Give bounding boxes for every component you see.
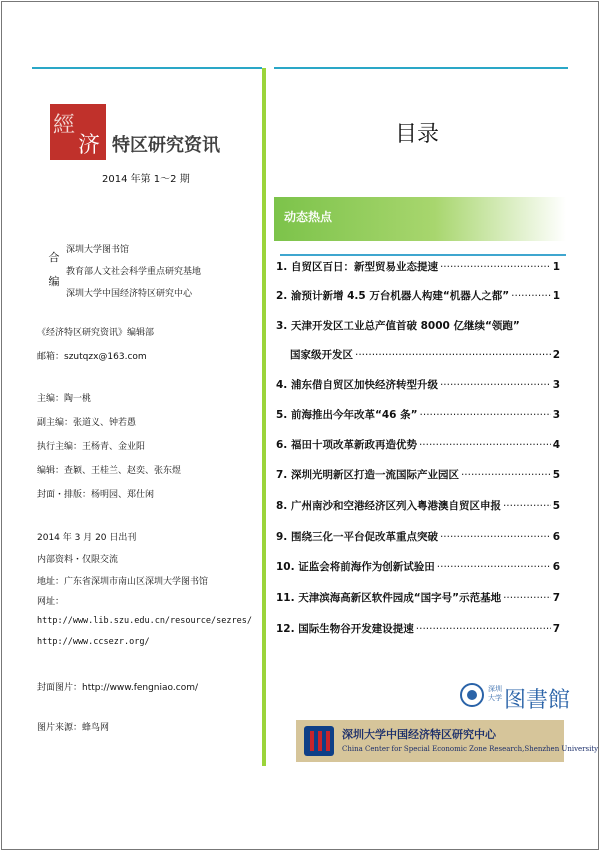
org-2: 教育部人文社会科学重点研究基地 — [66, 267, 202, 277]
cover-image-credit: 封面图片：http://www.fengniao.com/ — [37, 683, 198, 693]
column-divider — [262, 68, 266, 766]
cover-layout: 封面・排版：杨明园、郑仕闲 — [37, 490, 155, 500]
top-rule-right — [274, 67, 568, 69]
center-name-en: China Center for Special Economic Zone Research,Shenzhen University — [342, 745, 599, 753]
co-edit-char-2: 编 — [48, 275, 60, 288]
editorial-dept: 《经济特区研究资讯》编辑部 — [37, 328, 155, 338]
url-1[interactable]: http://www.lib.szu.edu.cn/resource/sezres/ — [37, 616, 252, 626]
publication-name: 特区研究资讯 — [112, 135, 220, 156]
library-logo-text: 图書館 — [504, 688, 571, 713]
publish-date: 2014 年 3 月 20 日出刊 — [37, 533, 137, 543]
center-logo-banner — [296, 720, 599, 762]
chief-editor: 主编：陶一桃 — [37, 394, 92, 404]
toc-item-3[interactable]: 3. 天津开发区工业总产值首破 8000 亿继续“领跑” — [276, 320, 520, 332]
org-1: 深圳大学图书馆 — [66, 245, 130, 255]
toc-item-1[interactable]: 1. 自贸区百日：新型贸易业态提速 ····· 1 — [276, 259, 560, 274]
editors: 编辑：查颖、王桂兰、赵奕、张东煜 — [37, 466, 182, 476]
library-logo-small-text: 深圳大学 — [488, 685, 502, 702]
top-rule-left — [32, 67, 262, 69]
toc-rule — [280, 254, 566, 256]
toc-item-10[interactable]: 10. 证监会将前海作为创新试验田 ····· 6 — [276, 559, 560, 574]
toc-item-6[interactable]: 6. 福田十项改革新政再造优势 ····· 4 — [276, 437, 560, 452]
toc-item-12[interactable]: 12. 国际生物谷开发建设提速 ····· 7 — [276, 621, 560, 636]
logo-char-1: 經 — [53, 113, 76, 138]
email: 邮箱：szutqzx@163.com — [37, 352, 147, 362]
toc-item-7[interactable]: 7. 深圳光明新区打造一流国际产业园区 ····· 5 — [276, 467, 560, 482]
toc-title: 目录 — [395, 122, 440, 147]
toc-item-5[interactable]: 5. 前海推出今年改革“46 条” ····· 3 — [276, 407, 560, 422]
url-2[interactable]: http://www.ccsezr.org/ — [37, 637, 150, 647]
university-emblem-icon — [460, 683, 484, 707]
toc-item-9[interactable]: 9. 围绕三化一平台促改革重点突破 ····· 6 — [276, 529, 560, 544]
logo-char-2: 济 — [78, 133, 101, 158]
website-label: 网址： — [37, 597, 65, 607]
exec-editor: 执行主编：王杨青、金业阳 — [37, 442, 146, 452]
org-3: 深圳大学中国经济特区研究中心 — [66, 289, 193, 299]
center-name-cn: 深圳大学中国经济特区研究中心 — [342, 728, 496, 741]
toc-item-11[interactable]: 11. 天津滨海高新区软件园成“国字号”示范基地 ····· 7 — [276, 590, 560, 605]
internal-note: 内部资料・仅限交流 — [37, 555, 119, 565]
section-label: 动态热点 — [284, 210, 333, 224]
section-banner — [274, 197, 566, 241]
co-edit-char-1: 合 — [48, 251, 60, 264]
center-emblem-icon — [304, 726, 334, 756]
image-source: 图片来源：蜂鸟网 — [37, 723, 110, 733]
toc-item-3-cont[interactable]: 国家级开发区 ····· 2 — [290, 347, 560, 362]
address: 地址：广东省深圳市南山区深圳大学图书馆 — [37, 577, 209, 587]
publication-logo — [50, 104, 106, 160]
deputy-editor: 副主编：张道义、钟若愚 — [37, 418, 137, 428]
issue-number: 2014 年第 1～2 期 — [102, 174, 190, 185]
co-edit-label — [47, 246, 61, 294]
toc-item-4[interactable]: 4. 浦东借自贸区加快经济转型升级 ····· 3 — [276, 377, 560, 392]
toc-item-2[interactable]: 2. 渝预计新增 4.5 万台机器人构建“机器人之都” ····· 1 — [276, 288, 560, 303]
toc-item-8[interactable]: 8. 广州南沙和空港经济区列入粤港澳自贸区申报 ····· 5 — [276, 498, 560, 513]
